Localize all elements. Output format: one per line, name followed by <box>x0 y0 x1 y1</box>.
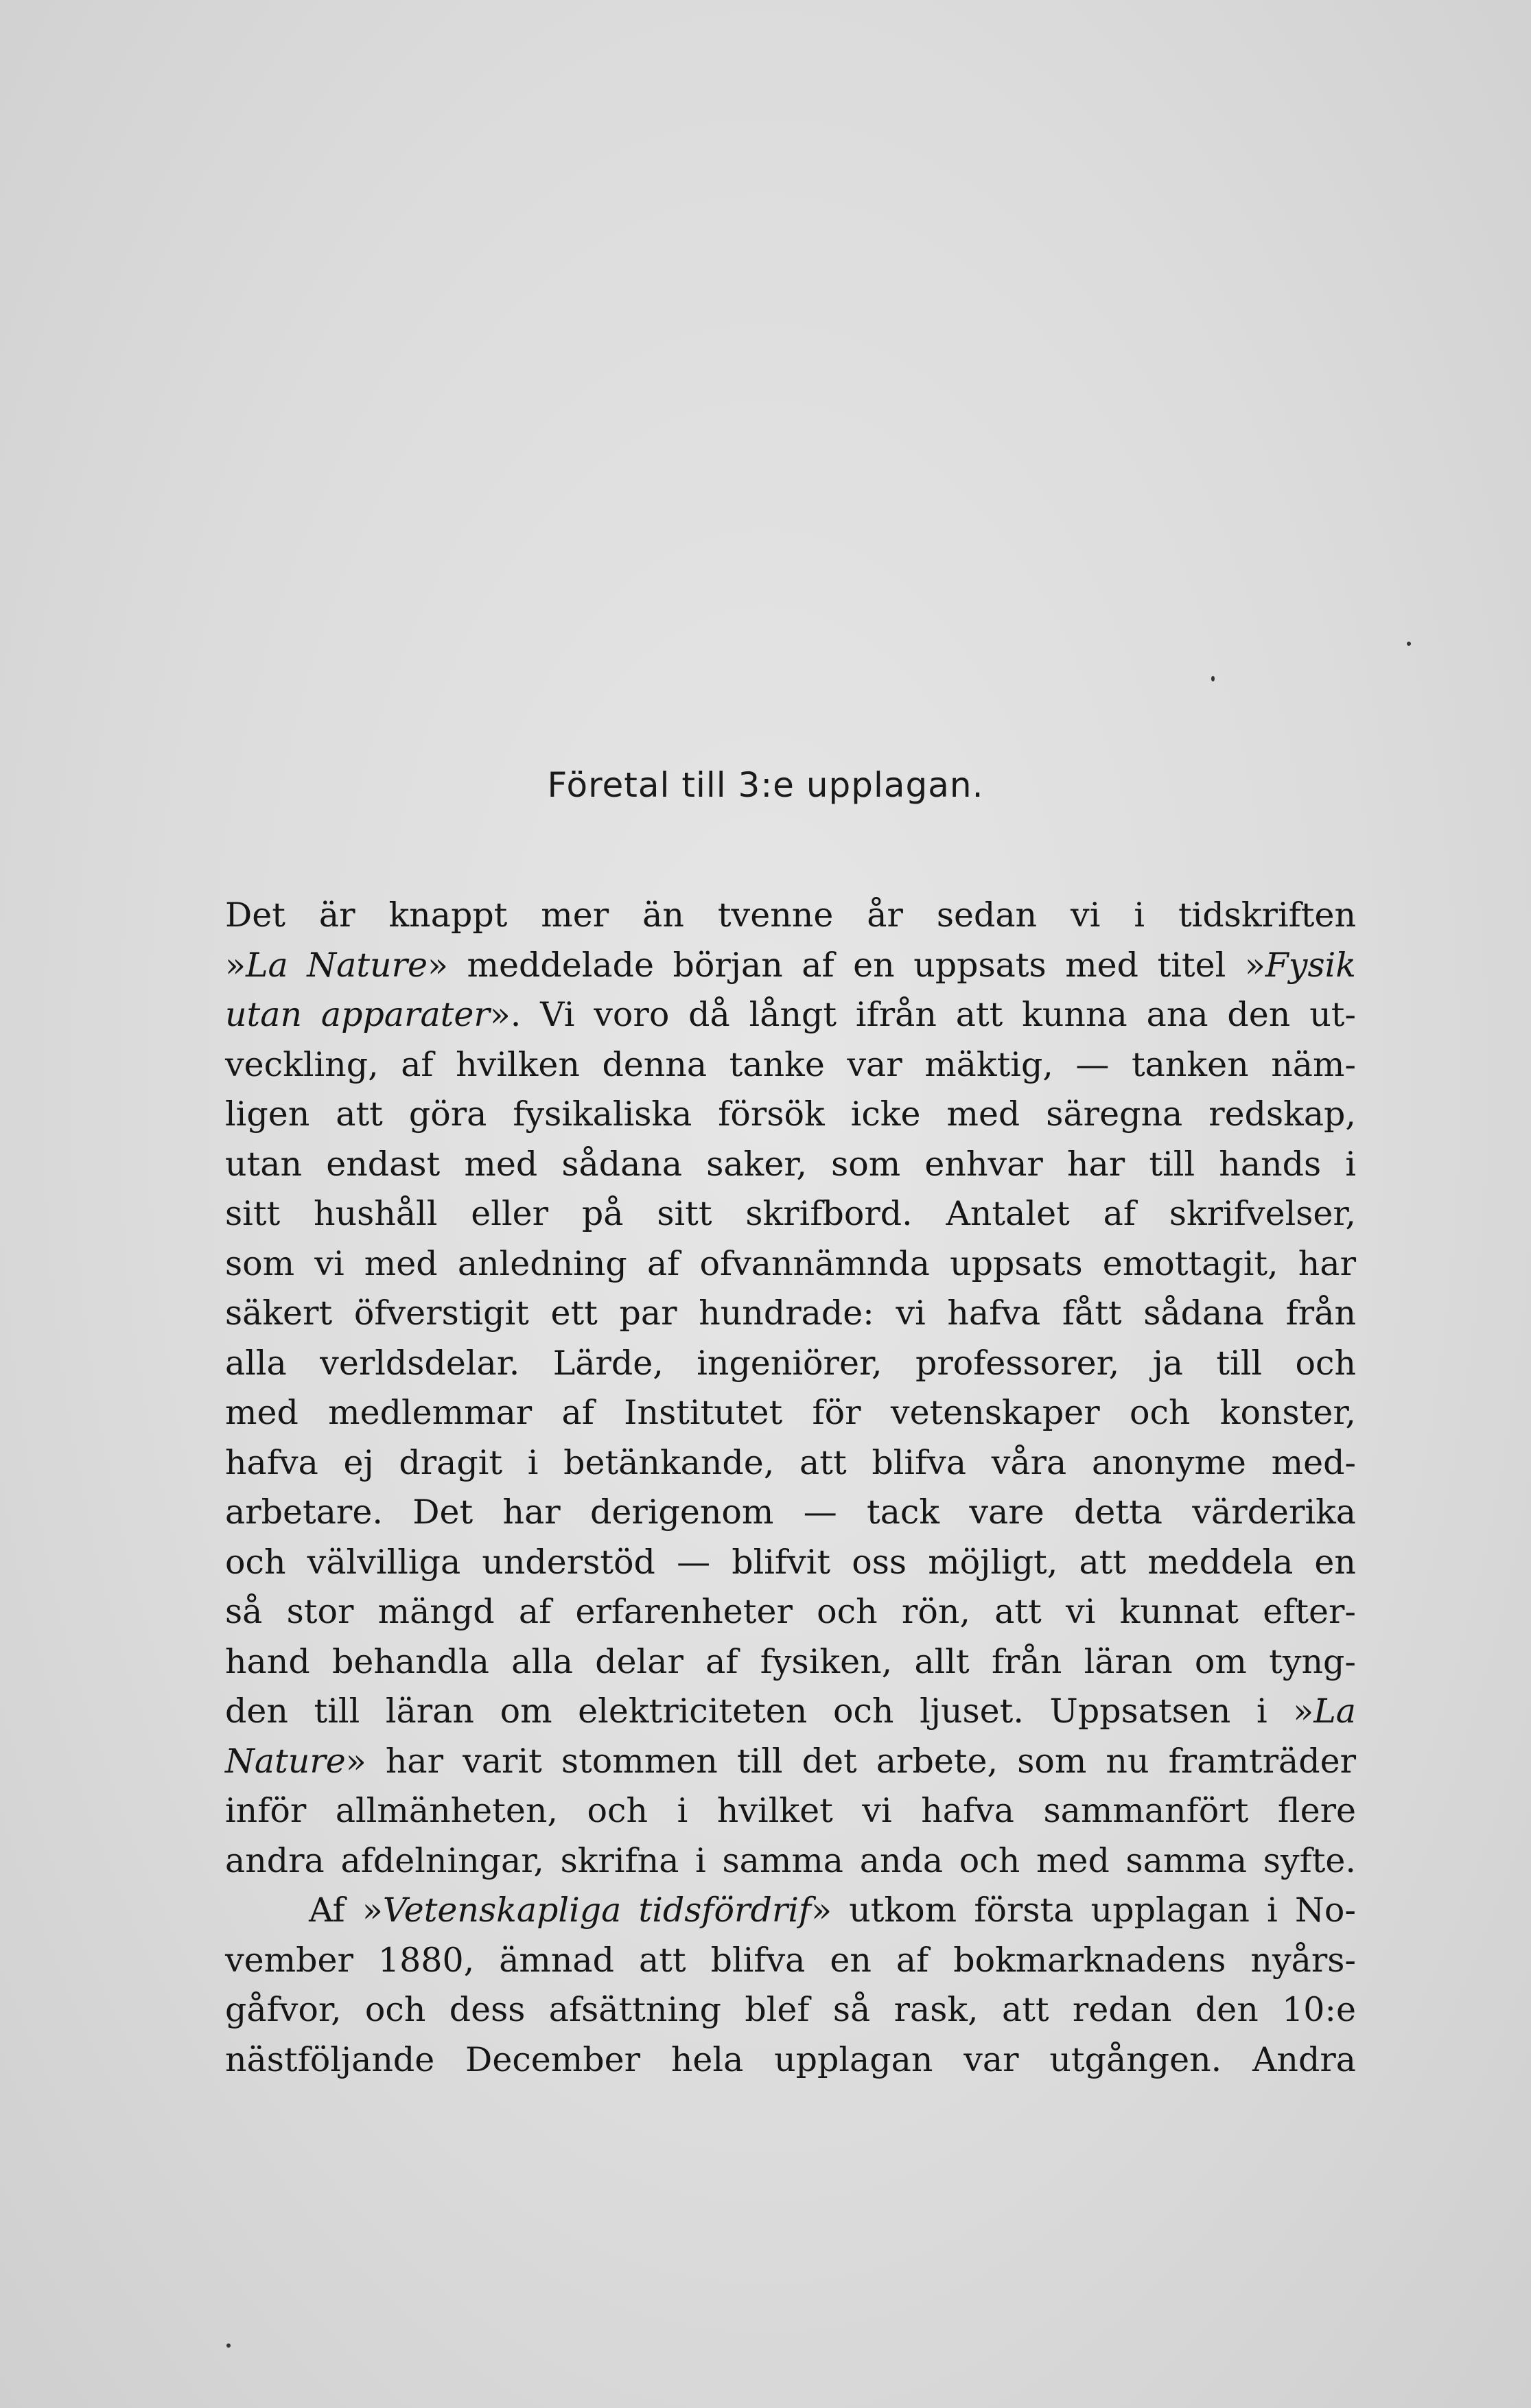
text-segment: med medlemmar af Institutet för vetenskaper och konster, <box>225 1393 1356 1432</box>
text-segment: » <box>225 945 246 985</box>
text-line <box>225 1836 1356 1886</box>
text-segment: så stor mängd af erfarenheter och rön, att vi kunnat efter- <box>225 1592 1356 1631</box>
text-line <box>225 1786 1356 1836</box>
italic-title-segment: Fysik <box>1265 945 1356 985</box>
text-segment: säkert öfverstigit ett par hundrade: vi hafva fått sådana från <box>225 1294 1356 1333</box>
text-line <box>225 1587 1356 1637</box>
text-line <box>225 1936 1356 1986</box>
body-text <box>225 891 1356 2085</box>
italic-title-segment: utan apparater <box>225 995 490 1034</box>
text-line <box>225 1289 1356 1339</box>
text-line <box>225 1637 1356 1687</box>
text-segment: som vi med anledning af ofvannämnda uppsats emottagit, har <box>225 1243 1356 1283</box>
text-segment: utan endast med sådana saker, som enhvar har till hands i <box>225 1144 1356 1184</box>
text-line <box>225 1339 1356 1389</box>
text-segment: Det är knappt mer än tvenne år sedan vi i tidskriften <box>225 896 1356 935</box>
text-segment: andra afdelningar, skrifna i samma anda och med samma syfte. <box>225 1840 1356 1880</box>
text-segment: » utkom första upplagan i No- <box>811 1891 1356 1930</box>
text-line <box>225 1438 1356 1488</box>
text-segment: arbetare. Det har derigenom — tack vare detta värderika <box>225 1493 1356 1532</box>
paper-speck <box>1211 676 1215 681</box>
text-line <box>225 1239 1356 1289</box>
italic-title-segment: La <box>1313 1692 1356 1731</box>
text-segment: veckling, af hvilken denna tanke var mäktig, — tanken näm- <box>225 1044 1356 1084</box>
text-segment: » meddelade början af en uppsats med titel » <box>428 945 1265 985</box>
text-segment: Af » <box>309 1891 383 1930</box>
text-line <box>225 1737 1356 1787</box>
text-segment: » har varit stommen till det arbete, som nu framträder <box>345 1741 1356 1781</box>
text-segment: vember 1880, ämnad att blifva en af bokmarknadens nyårs- <box>225 1940 1356 1980</box>
italic-title-segment: Nature <box>225 1741 346 1781</box>
text-line <box>225 1189 1356 1239</box>
text-line <box>225 891 1356 941</box>
text-segment: hand behandla alla delar af fysiken, allt från läran om tyng- <box>225 1641 1356 1681</box>
text-segment: sitt hushåll eller på sitt skrifbord. Antalet af skrifvelser, <box>225 1194 1356 1233</box>
text-line <box>225 1538 1356 1588</box>
text-segment: nästföljande December hela upplagan var utgången. Andra <box>225 2039 1356 2079</box>
italic-title-segment: Vetenskapliga tidsfördrif <box>382 1891 812 1930</box>
text-line <box>225 1488 1356 1538</box>
text-line <box>225 990 1356 1040</box>
text-segment: inför allmänheten, och i hvilket vi hafva sammanfört flere <box>225 1791 1356 1830</box>
text-line <box>225 1140 1356 1190</box>
text-line <box>225 2035 1356 2085</box>
text-segment: och välvilliga understöd — blifvit oss möjligt, att meddela en <box>225 1542 1356 1582</box>
text-segment: den till läran om elektriciteten och ljuset. Uppsatsen i » <box>225 1692 1314 1731</box>
italic-title-segment: La Nature <box>245 945 428 985</box>
text-line <box>225 1090 1356 1140</box>
text-segment: alla verldsdelar. Lärde, ingeniörer, professorer, ja till och <box>225 1343 1356 1383</box>
text-line <box>225 1687 1356 1737</box>
text-line <box>225 941 1356 991</box>
text-segment: gåfvor, och dess afsättning blef så rask, att redan den 10:e <box>225 1990 1356 2029</box>
text-line <box>225 1985 1356 2035</box>
text-line <box>225 1388 1356 1438</box>
paper-speck <box>226 2343 231 2348</box>
text-segment: hafva ej dragit i betänkande, att blifva våra anonyme med- <box>225 1442 1356 1482</box>
text-segment: ligen att göra fysikaliska försök icke med säregna redskap, <box>225 1095 1356 1134</box>
page-heading: Företal till 3:e upplagan. <box>547 765 984 805</box>
text-line <box>225 1886 1356 1936</box>
text-line <box>225 1040 1356 1090</box>
paper-speck <box>1407 642 1411 646</box>
text-segment: ». Vi voro då långt ifrån att kunna ana den ut- <box>489 995 1356 1034</box>
